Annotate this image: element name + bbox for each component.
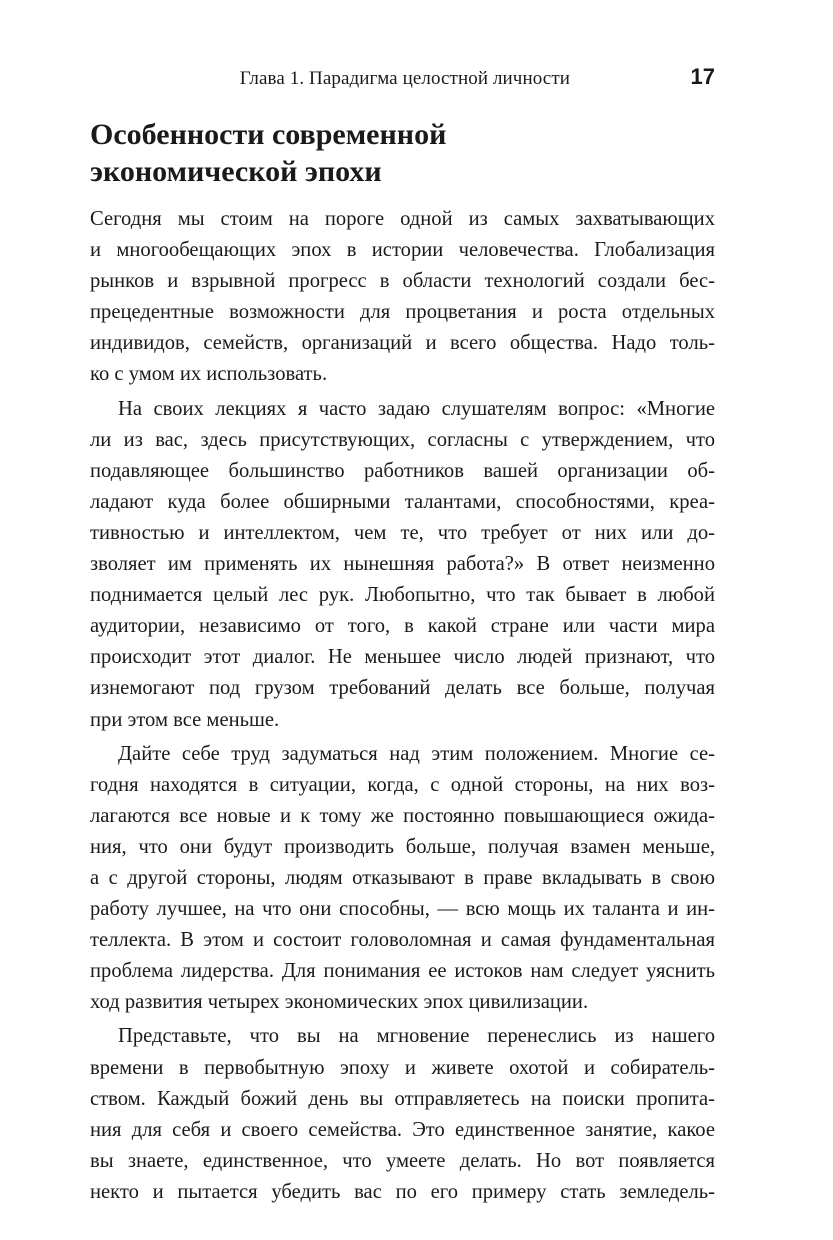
- text-line: ния для себя и своего семейства. Это единственное занятие, какое: [90, 1118, 715, 1141]
- text-line: индивидов, семейств, организаций и всего общества. Надо толь-: [90, 332, 715, 355]
- text-line: некто и пытается убедить вас по его примеру стать земледель-: [90, 1180, 715, 1203]
- text-line: происходит этот диалог. Не меньшее число людей признают, что: [90, 646, 715, 669]
- text-line: На своих лекциях я часто задаю слушателям вопрос: «Многие: [118, 397, 715, 420]
- text-line: вы знаете, единственное, что умеете делать. Но вот появляется: [90, 1149, 715, 1172]
- text-line: при этом все меньше.: [90, 708, 280, 731]
- text-line: ладают куда более обширными талантами, способностями, креа-: [90, 490, 715, 513]
- text-line: подавляющее большинство работников вашей организации об-: [90, 459, 715, 482]
- running-head: [90, 64, 715, 94]
- heading-line: Особенности современной: [90, 118, 447, 151]
- text-line: прецедентные возможности для процветания и роста отдельных: [90, 301, 715, 324]
- paragraph-3: [90, 739, 715, 1019]
- text-line: и многообещающих эпох в истории человечества. Глобализация: [90, 239, 715, 262]
- paragraph-4: [90, 1021, 715, 1208]
- chapter-title: Глава 1. Парадигма целостной личности: [239, 68, 570, 89]
- text-line: годня находятся в ситуации, когда, с одной стороны, на них воз-: [90, 773, 715, 796]
- heading-line: экономической эпохи: [90, 155, 382, 188]
- text-line: проблема лидерства. Для понимания ее истоков нам следует уяснить: [90, 960, 715, 983]
- text-line: ко с умом их использовать.: [90, 363, 328, 386]
- text-line: ход развития четырех экономических эпох цивилизации.: [90, 991, 589, 1014]
- text-line: изнемогают под грузом требований делать все больше, получая: [90, 677, 715, 700]
- section-heading: [90, 116, 715, 190]
- text-line: поднимается целый лес рук. Любопытно, что так бывает в любой: [90, 584, 715, 607]
- text-line: работу лучшее, на что они способны, — всю мощь их таланта и ин-: [90, 898, 715, 921]
- page-number: 17: [690, 64, 715, 89]
- text-line: Представьте, что вы на мгновение перенеслись из нашего: [118, 1025, 715, 1048]
- text-line: лагаются все новые и к тому же постоянно повышающиеся ожида-: [90, 804, 715, 827]
- text-line: а с другой стороны, людям отказывают в праве вкладывать в свою: [90, 866, 715, 889]
- text-line: ли из вас, здесь присутствующих, согласны с утверждением, что: [90, 428, 715, 451]
- text-line: ния, что они будут производить больше, получая взамен меньше,: [90, 835, 715, 858]
- text-line: зволяет им применять их нынешняя работа?» В ответ неизменно: [90, 553, 715, 576]
- text-line: аудитории, независимо от того, в какой стране или части мира: [90, 615, 715, 638]
- text-line: Дайте себе труд задуматься над этим положением. Многие се-: [118, 742, 715, 765]
- text-line: рынков и взрывной прогресс в области технологий создали бес-: [90, 270, 715, 293]
- paragraph-2: [90, 394, 715, 736]
- text-line: тивностью и интеллектом, чем те, что требует от них или до-: [90, 521, 715, 544]
- text-line: Сегодня мы стоим на пороге одной из самых захватывающих: [90, 208, 715, 230]
- paragraph-1: [90, 204, 715, 391]
- text-line: времени в первобытную эпоху и живете охотой и собиратель-: [90, 1056, 715, 1079]
- text-line: теллекта. В этом и состоит головоломная и самая фундаментальная: [90, 929, 715, 952]
- text-line: ством. Каждый божий день вы отправляетесь на поиски пропита-: [90, 1087, 715, 1110]
- body-text: [90, 204, 715, 1208]
